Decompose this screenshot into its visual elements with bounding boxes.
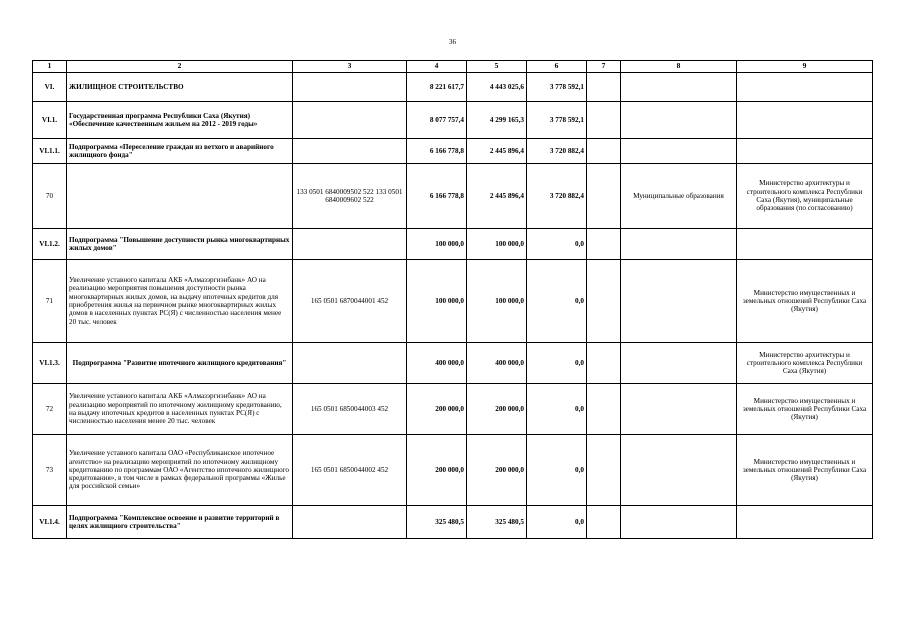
row-code: VI.1.	[33, 102, 67, 139]
row-col9	[737, 102, 873, 139]
row-kbk	[293, 229, 407, 260]
row-col7	[587, 102, 621, 139]
header-cell: 8	[621, 61, 737, 73]
table-row	[33, 102, 873, 139]
row-total: 6 166 778,8	[407, 139, 467, 164]
row-kbk: 165 0501 6870044001 452	[293, 260, 407, 343]
row-total: 200 000,0	[407, 435, 467, 506]
row-col5: 4 299 165,3	[467, 102, 527, 139]
row-kbk	[293, 343, 407, 384]
row-col6: 3 720 882,4	[527, 139, 587, 164]
row-col5: 4 443 025,6	[467, 73, 527, 102]
row-col7	[587, 73, 621, 102]
row-code: VI.1.3.	[33, 343, 67, 384]
row-col8	[621, 506, 737, 539]
row-col8	[621, 73, 737, 102]
row-col6: 0,0	[527, 384, 587, 435]
row-kbk: 165 0501 6850044002 452	[293, 435, 407, 506]
row-col8	[621, 102, 737, 139]
row-col5: 2 445 896,4	[467, 164, 527, 229]
row-total: 6 166 778,8	[407, 164, 467, 229]
row-col7	[587, 384, 621, 435]
row-col5: 400 000,0	[467, 343, 527, 384]
row-col9	[737, 229, 873, 260]
row-col7	[587, 343, 621, 384]
row-col8	[621, 260, 737, 343]
row-col9: Министерство архитектуры и строительного комплекса Республики Саха (Якутия), муниципальные образования (по согласованию)	[737, 164, 873, 229]
row-kbk	[293, 73, 407, 102]
row-col7	[587, 229, 621, 260]
row-col9	[737, 139, 873, 164]
row-code: 70	[33, 164, 67, 229]
budget-table	[32, 60, 873, 539]
row-name: Подпрограмма "Комплексное освоение и развитие территорий в целях жилищного строительства"	[67, 506, 293, 539]
row-total: 8 221 617,7	[407, 73, 467, 102]
table-row	[33, 139, 873, 164]
row-name: ЖИЛИЩНОЕ СТРОИТЕЛЬСТВО	[67, 73, 293, 102]
header-row	[33, 61, 873, 73]
row-col8	[621, 229, 737, 260]
row-kbk: 165 0501 6850044003 452	[293, 384, 407, 435]
row-col8	[621, 435, 737, 506]
row-kbk	[293, 506, 407, 539]
row-total: 8 077 757,4	[407, 102, 467, 139]
row-total: 100 000,0	[407, 260, 467, 343]
row-code: 72	[33, 384, 67, 435]
row-col5: 325 480,5	[467, 506, 527, 539]
row-name: Подпрограмма "Развитие ипотечного жилищного кредитования"	[67, 343, 293, 384]
row-col8	[621, 139, 737, 164]
row-total: 100 000,0	[407, 229, 467, 260]
row-col6: 3 778 592,1	[527, 102, 587, 139]
row-name	[67, 164, 293, 229]
row-col7	[587, 164, 621, 229]
row-name: Увеличение уставного капитала АКБ «Алмазэргиэнбанк» АО на реализацию мероприятия повышения доступности рынка многоквартирных жилых домов, на выдачу ипотечных кредитов для приобретения жилья на первичном рынке многоквартирных жилых домов в населенных пунктах РС(Я) с численностью населения менее 20 тыс. человек	[67, 260, 293, 343]
header-cell: 2	[67, 61, 293, 73]
row-code: VI.1.2.	[33, 229, 67, 260]
row-col9: Министерство имущественных и земельных отношений Республики Саха (Якутия)	[737, 260, 873, 343]
row-kbk	[293, 139, 407, 164]
row-total: 200 000,0	[407, 384, 467, 435]
row-col7	[587, 506, 621, 539]
row-name: Подпрограмма "Повышение доступности рынка многоквартирных жилых домов"	[67, 229, 293, 260]
row-kbk	[293, 102, 407, 139]
row-col9: Министерство имущественных и земельных отношений Республики Саха (Якутия)	[737, 435, 873, 506]
row-col8	[621, 384, 737, 435]
row-col5: 100 000,0	[467, 229, 527, 260]
row-col5: 200 000,0	[467, 384, 527, 435]
header-cell: 3	[293, 61, 407, 73]
row-col8	[621, 343, 737, 384]
row-name: Увеличение уставного капитала АКБ «Алмазэргиэнбанк» АО на реализацию мероприятий по ипотечному жилищному кредитованию, на выдачу ипотечных кредитов в населенных пунктах РС(Я) с численностью населения менее 20 тыс. человек	[67, 384, 293, 435]
header-cell: 4	[407, 61, 467, 73]
row-kbk: 133 0501 6840009502 522 133 0501 6840009602 522	[293, 164, 407, 229]
row-col6: 0,0	[527, 506, 587, 539]
row-code: 71	[33, 260, 67, 343]
row-col5: 2 445 896,4	[467, 139, 527, 164]
row-col8: Муниципальные образования	[621, 164, 737, 229]
header-cell: 6	[527, 61, 587, 73]
table-row	[33, 384, 873, 435]
row-code: VI.1.1.	[33, 139, 67, 164]
row-col6: 3 778 592,1	[527, 73, 587, 102]
page-number: 36	[449, 38, 456, 46]
table-row	[33, 229, 873, 260]
header-cell: 9	[737, 61, 873, 73]
row-col5: 200 000,0	[467, 435, 527, 506]
row-total: 325 480,5	[407, 506, 467, 539]
row-col9: Министерство архитектуры и строительного комплекса Республики Саха (Якутия)	[737, 343, 873, 384]
row-col9	[737, 506, 873, 539]
header-cell: 7	[587, 61, 621, 73]
row-code: VI.1.4.	[33, 506, 67, 539]
table-row	[33, 506, 873, 539]
header-cell: 5	[467, 61, 527, 73]
row-col9	[737, 73, 873, 102]
row-col7	[587, 435, 621, 506]
table-row	[33, 260, 873, 343]
table-row	[33, 343, 873, 384]
row-col7	[587, 139, 621, 164]
row-code: VI.	[33, 73, 67, 102]
row-col6: 3 720 882,4	[527, 164, 587, 229]
row-code: 73	[33, 435, 67, 506]
row-col6: 0,0	[527, 343, 587, 384]
table-row	[33, 73, 873, 102]
row-col6: 0,0	[527, 435, 587, 506]
table-row	[33, 164, 873, 229]
table-row	[33, 435, 873, 506]
row-name: Увеличение уставного капитала ОАО «Республиканское ипотечное агентство» на реализацию мероприятий по ипотечному жилищному кредитованию по программам ОАО «Агентство ипотечного жилищного кредитования», в том числе в рамках федеральной программы «Жилье для российской семьи»	[67, 435, 293, 506]
row-col5: 100 000,0	[467, 260, 527, 343]
row-total: 400 000,0	[407, 343, 467, 384]
row-name: Подпрограмма «Переселение граждан из ветхого и аварийного жилищного фонда"	[67, 139, 293, 164]
row-name: Государственная программа Республики Саха (Якутия) «Обеспечение качественным жильем на 2012 - 2019 годы»	[67, 102, 293, 139]
header-cell: 1	[33, 61, 67, 73]
row-col6: 0,0	[527, 229, 587, 260]
row-col7	[587, 260, 621, 343]
row-col9: Министерство имущественных и земельных отношений Республики Саха (Якутия)	[737, 384, 873, 435]
row-col6: 0,0	[527, 260, 587, 343]
